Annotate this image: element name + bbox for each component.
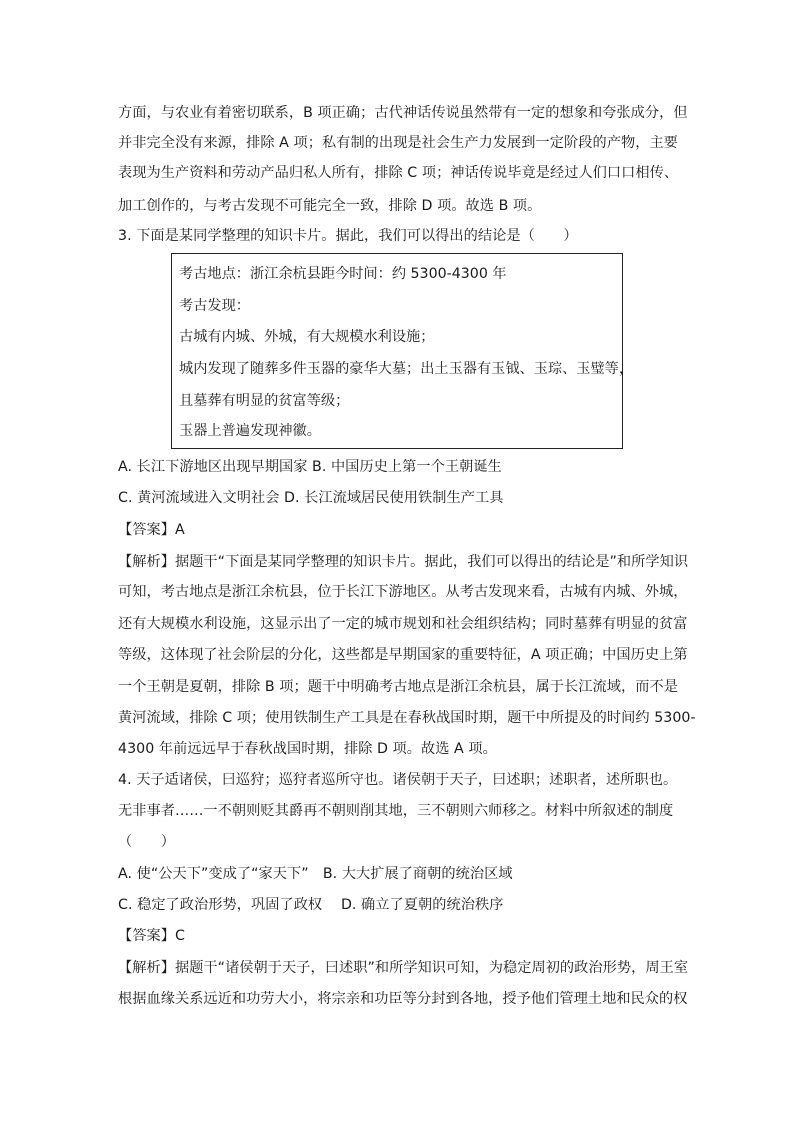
q4-stem-line: 无非事者……一不朝则贬其爵再不朝则削其地，三不朝则六师移之。材料中所叙述的制度	[118, 803, 674, 819]
q2-analysis-line: 表现为生产资料和劳动产品归私人所有，排除 C 项；神话传说毕竟是经过人们口口相传、	[118, 165, 679, 181]
q3-analysis-line: 黄河流域，排除 C 项；使用铁制生产工具是在春秋战国时期，题干中所提及的时间约 5300-	[118, 710, 696, 726]
q3-answer: 【答案】A	[118, 522, 185, 538]
q3-analysis-line: 【解析】据题干“下面是某同学整理的知识卡片。据此，我们可以得出的结论是”和所学知识	[118, 554, 689, 570]
q2-analysis-line: 并非完全没有来源，排除 A 项；私有制的出现是社会生产力发展到一定阶段的产物，主要	[118, 135, 678, 151]
q3-analysis-line: 一个王朝是夏朝，排除 B 项；题干中明确考古地点是浙江余杭县，属于长江流域，而不是	[118, 679, 678, 695]
card-line: 考古地点：浙江余杭县距今时间：约 5300-4300 年	[179, 266, 507, 282]
q4-analysis-line: 【解析】据题干“诸侯朝于天子，曰述职”和所学知识可知，为稳定周初的政治形势，周王室	[118, 960, 689, 976]
q4-stem-line: （ ）	[118, 834, 175, 850]
card-line: 且墓葬有明显的贫富等级；	[179, 393, 350, 409]
q4-analysis-line: 根据血缘关系远近和功劳大小，将宗亲和功臣等分封到各地，授予他们管理土地和民众的权	[118, 991, 688, 1007]
q3-options-cd: C. 黄河流域进入文明社会 D. 长江流域居民使用铁制生产工具	[118, 490, 504, 506]
knowledge-card	[171, 253, 634, 449]
card-line: 考古发现：	[179, 298, 250, 314]
q4-options-ab: A. 使“公天下”变成了“家天下” B. 大大扩展了商朝的统治区域	[118, 866, 513, 882]
q2-analysis-line: 方面，与农业有着密切联系，B 项正确；古代神话传说虽然带有一定的想象和夸张成分，但	[118, 105, 688, 121]
q3-analysis-line: 可知，考古地点是浙江余杭县，位于长江下游地区。从考古发现来看，古城有内城、外城，	[118, 584, 688, 600]
card-line: 古城有内城、外城，有大规模水利设施；	[179, 329, 435, 345]
q2-analysis-line: 加工创作的，与考古发现不可能完全一致，排除 D 项。故选 B 项。	[118, 198, 542, 214]
q3-analysis-line: 等级，这体现了社会阶层的分化，这些都是早期国家的重要特征，A 项正确；中国历史上第	[118, 647, 688, 663]
card-line: 城内发现了随葬多件玉器的豪华大墓；出土玉器有玉钺、玉琮、玉璧等，	[179, 361, 634, 377]
q3-stem: 3. 下面是某同学整理的知识卡片。据此，我们可以得出的结论是（ ）	[118, 228, 578, 244]
q4-options-cd: C. 稳定了政治形势，巩固了政权 D. 确立了夏朝的统治秩序	[118, 897, 504, 913]
q4-stem-line: 4. 天子适诸侯，曰巡狩；巡狩者巡所守也。诸侯朝于天子，曰述职；述职者，述所职也。	[118, 772, 678, 788]
q4-answer: 【答案】C	[118, 928, 185, 944]
card-line: 玉器上普遍发现神徽。	[179, 423, 321, 439]
q3-analysis-line: 还有大规模水利设施，这显示出了一定的城市规划和社会组织结构；同时墓葬有明显的贫富	[118, 616, 688, 632]
q3-analysis-line: 4300 年前远远早于春秋战国时期，排除 D 项。故选 A 项。	[118, 741, 497, 757]
q3-options-ab: A. 长江下游地区出现早期国家 B. 中国历史上第一个王朝诞生	[118, 459, 502, 475]
